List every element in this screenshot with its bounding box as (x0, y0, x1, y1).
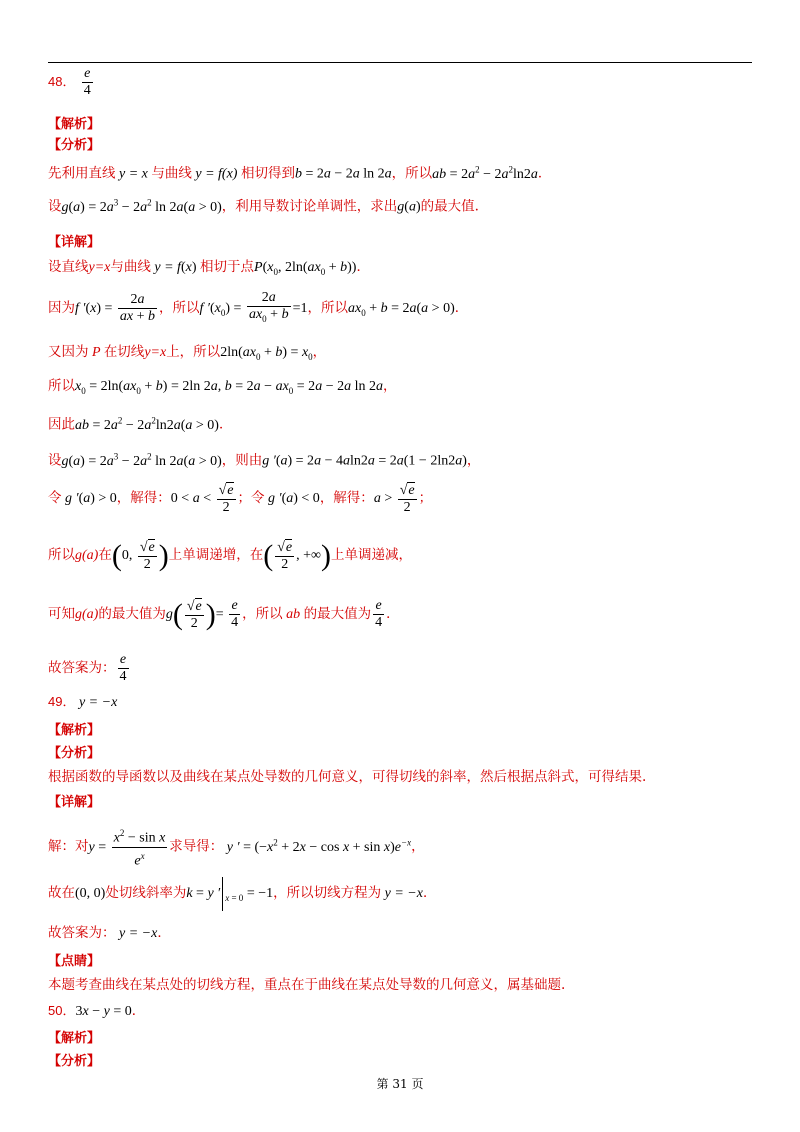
tag-xiangjie: 【详解】 (48, 235, 101, 250)
q48-answer-fraction: $\frac{e}{4}$ (83, 66, 91, 98)
text: ，所以 (242, 606, 283, 622)
text: 因此 (48, 416, 75, 433)
header-rule (48, 62, 752, 63)
q49-answer: 49． y = −x (48, 694, 118, 710)
q48-fenxi-line2: 设$g(a) = 2a^3 - 2a^2$ ln 2a(a > 0)，利用导数讨论单调性，求出g(a)的最大值. (48, 197, 479, 215)
text: 上，所以 (166, 344, 221, 360)
text: 又因为 (48, 344, 89, 360)
q49-tag-xiangjie (48, 793, 100, 812)
text: 的最大值为 (98, 606, 166, 622)
text: ． (422, 885, 437, 901)
text: ． (356, 259, 370, 275)
text: ；令 (237, 490, 265, 506)
q48-detail-9: 可知g(a)的最大值为g( $\frac{√e}{2}$ )= $\frac{e}{4}$ ，所以 ab 的最大值为 $\frac{e}{4}$ ． (48, 597, 400, 631)
q48-fenxi-line1: 先利用直线 y = x 与曲线 y = f(x) 相切得到b = 2a − 2a ln 2a，所以ab = $2a^2 - 2a^2\ln 2a$． (48, 164, 552, 182)
q49-tag-jiexi (48, 721, 100, 740)
q48-detail-5: 因此ab = $2a^2 - 2a^2\ln 2a(a > 0)$． (48, 415, 233, 433)
q48-tag-fenxi (48, 136, 100, 155)
text: ． (454, 300, 469, 316)
text: ， (466, 452, 481, 469)
q48-detail-8: 所以g(a)在(0, $\frac{√e}{2}$ )上单调递增，在( $\frac{√e}{2}$ , +∞)上单调递减， (48, 538, 413, 572)
text: 因为 (48, 300, 75, 316)
q50-tag-fenxi (48, 1052, 100, 1071)
text: 设 (48, 452, 62, 469)
q50-tag-jiexi (48, 1029, 100, 1048)
tag-jiexi: 【解析】 (48, 1031, 101, 1046)
text: 故答案为： (48, 925, 116, 941)
q49-detail-2: 故在(0, 0)处切线斜率为k = y ′ $_{x = 0}$ = −1，所以切线方程为 y = −x． (48, 873, 436, 918)
text: 设 (48, 198, 62, 215)
text: ． (131, 1003, 146, 1019)
q50-number: 50． (48, 1003, 76, 1018)
text: 解：对 (48, 838, 89, 855)
text: 与曲线 (110, 259, 151, 275)
text: ． (386, 606, 400, 622)
text: 令 (48, 490, 62, 506)
q49-tag-fenxi (48, 744, 100, 763)
q49-dianjing (48, 976, 565, 994)
text: ， (382, 378, 397, 394)
text: 根据函数的导函数以及曲线在某点处导数的几何意义，可得切线的斜率，然后根据点斜式，可得结果. (48, 769, 647, 785)
text: 本题考查曲线在某点处的切线方程，重点在于曲线在某点处导数的几何意义，属基础题. (48, 977, 566, 993)
tag-jiexi: 【解析】 (48, 117, 101, 132)
q48-detail-3: 又因为 P 在切线y=x上，所以$2\ln(ax_0 + b) = x_0$， (48, 344, 327, 362)
text: 的最大值为 (303, 606, 372, 622)
q49-fenxi (48, 768, 646, 786)
q49-detail-1: 解：对y = $\frac{x^2 - \sin x}{e^x}$ 求导得： y ′ = $(-x^2 + 2x - \cos x + \sin x)e^{-x}$， (48, 822, 425, 870)
text: 的最大值. (420, 198, 479, 215)
tag-fenxi: 【分析】 (48, 1054, 101, 1069)
text: ，则由 (221, 452, 263, 469)
text: ． (218, 416, 233, 433)
text: ， (312, 344, 327, 360)
q50-answer: 50．3x − y = 0． (48, 1003, 146, 1019)
text: 上单调递增，在 (168, 547, 264, 563)
q49-number: 49． (48, 694, 76, 709)
q48-answer-line: 故答案为： $\frac{e}{4}$ (48, 652, 127, 685)
q48-detail-7: 令 g ′(a) > 0，解得：0 < a < $\frac{√e}{2}$ ；令 g ′(a) < 0，解得：a > $\frac{√e}{2}$ ； (48, 482, 433, 515)
tag-dianjing: 【点睛】 (48, 954, 101, 969)
text: 设直线 (48, 259, 89, 275)
q49-tag-dianjing (48, 952, 100, 971)
text: 故答案为： (48, 660, 116, 676)
text: 上单调递减， (331, 547, 413, 563)
text: ，利用导数讨论单调性，求出 (221, 198, 398, 215)
text: ，所以 (391, 165, 433, 182)
text: ，解得： (116, 490, 171, 506)
q48-tag-jiexi (48, 115, 100, 134)
text: ； (418, 490, 433, 506)
text: ． (537, 165, 552, 182)
q48-detail-6: 设$g(a) = 2a^3 - 2a^2$ ln 2a(a > 0)，则由g ′(a) = 2a − 4aln2a = 2a(1 − 2ln2a)， (48, 451, 481, 469)
text: 与曲线 (151, 165, 192, 182)
q48-tag-xiangjie (48, 233, 100, 252)
tag-fenxi: 【分析】 (48, 138, 101, 153)
text: ． (157, 925, 171, 941)
text: 处切线斜率为 (105, 885, 187, 901)
text: 相切得到 (240, 165, 295, 182)
text: ， (411, 838, 425, 855)
text: 相切于点 (200, 259, 254, 275)
text: 先利用直线 (48, 165, 116, 182)
q48-detail-2: 因为f ′(x) = $\frac{2a}{ax + b}$ ，所以f $'(x_0)$ = $\frac{2a}{ax_0 + b}$ =1，所以$ax_0 + b = 2a(a > 0)$． (48, 290, 469, 325)
text: 所以 (48, 547, 75, 563)
text: 所以 (48, 378, 75, 394)
text: 在 (98, 547, 112, 563)
tag-jiexi: 【解析】 (48, 723, 101, 738)
page-footer: 第 31 页 (376, 1077, 424, 1091)
q48-detail-4: 所以$x_0 = 2\ln(ax_0 + b) = 2\ln$ 2a, $b = 2a - ax_0 = 2a - 2a$ ln 2a， (48, 378, 397, 396)
text: ，解得： (319, 490, 374, 506)
text: 在切线 (103, 344, 145, 360)
tag-xiangjie: 【详解】 (48, 795, 101, 810)
text: 故在 (48, 885, 75, 901)
q48-answer (48, 66, 95, 99)
text: ，所以 (307, 300, 348, 316)
q48-number: 48． (48, 74, 76, 89)
text: 求导得： (169, 838, 224, 855)
text: ，所以 (159, 300, 200, 316)
tag-fenxi: 【分析】 (48, 746, 101, 761)
text: ，所以切线方程为 (273, 885, 382, 901)
q48-detail-1: 设直线y=x与曲线 y = f(x) 相切于点$P(x_0$, $2\ln(ax_0 + b)$)． (48, 259, 370, 277)
q49-answer-line: 故答案为： y = −x． (48, 925, 171, 941)
text: 可知 (48, 606, 75, 622)
